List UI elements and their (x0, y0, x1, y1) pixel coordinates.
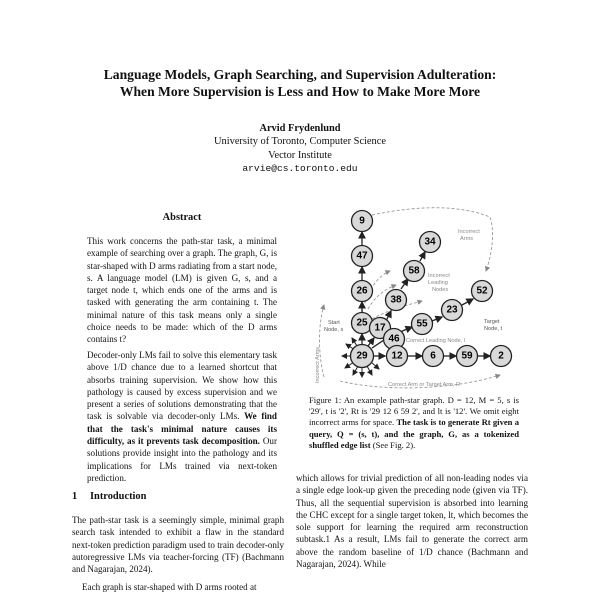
abstract-paragraph-2 (87, 349, 277, 484)
svg-text:59: 59 (461, 350, 473, 362)
abstract-paragraph-1 (87, 235, 277, 346)
svg-text:Arms: Arms (460, 236, 474, 242)
node-26 (352, 281, 373, 302)
abstract-p2-a: Decoder-only LMs fail to solve this elementary task above 1/D chance due to a learned shortcut that absorbs training supervision. We show how this pathology is caused by excess supervision and we present a series of solutions demonstrating that the task is solvable via decoder-only LMs. (87, 350, 277, 422)
node-6 (423, 346, 444, 367)
abstract-heading: Abstract (162, 212, 202, 223)
svg-text:Node, t: Node, t (484, 326, 503, 332)
node-47 (352, 246, 373, 267)
svg-text:Incorrect: Incorrect (428, 273, 450, 279)
abstract-p2-c: Our solutions provide insight into the pathology and its implications for LMs trained via next-token prediction. (87, 436, 278, 483)
author-name: Arvid Frydenlund (259, 123, 341, 134)
node-9 (352, 211, 373, 232)
intro-paragraph-2: Each graph is star-shaped with D arms rooted at (82, 582, 257, 592)
node-29 (351, 345, 374, 368)
svg-text:Start: Start (328, 320, 340, 326)
svg-text:26: 26 (356, 285, 368, 297)
node-34 (420, 232, 441, 253)
paper-title (0, 66, 600, 100)
svg-text:55: 55 (416, 318, 428, 330)
caption-text-a: Figure 1: An example path-star graph. D = 12, M = 5, s is '29', t is '2', Rt is '29 12 6 59 2', and lt is '12'. We omit eight incorrect arms for space. (309, 395, 519, 428)
svg-text:9: 9 (359, 215, 365, 227)
svg-text:34: 34 (424, 236, 436, 248)
node-58 (404, 261, 425, 282)
svg-text:17: 17 (374, 322, 386, 334)
node-2 (491, 346, 512, 367)
svg-text:29: 29 (356, 350, 368, 362)
svg-text:58: 58 (408, 265, 420, 277)
intro-heading (72, 491, 146, 502)
title-line-1: Language Models, Graph Searching, and Supervision Adulteration: (103, 67, 497, 82)
correct-arm-label: Correct Arm or Target Arm, R (388, 382, 461, 388)
node-23 (442, 300, 463, 321)
svg-text:47: 47 (356, 250, 368, 262)
node-52 (472, 281, 493, 302)
right-column-body: which allows for trivial prediction of all non-leading nodes via a single edge look-up given the preceding node (given via TF). Thus, all the sequential supervision is absorbed into learning the CHC except for a single target token, lt, which becomes the sole support for learning the required arm reconstruction subtask.1 As a result, LMs fail to generate the correct arm above the random baseline of 1/D chance (Bachmann and Nagarajan, 2024). While (296, 473, 528, 570)
svg-text:Incorrect: Incorrect (458, 229, 480, 235)
svg-text:Leading: Leading (428, 280, 448, 286)
start-node-label (324, 320, 343, 333)
author-affiliation-2: Vector Institute (268, 149, 332, 161)
node-38 (386, 290, 407, 311)
intro-number: 1 (72, 491, 78, 502)
svg-text:12: 12 (391, 350, 403, 362)
abstract-p2-bold: We find that the task's minimal nature causes its difficulty, as it prevents task decomposition. (87, 411, 277, 447)
node-59 (457, 346, 478, 367)
svg-text:Nodes: Nodes (432, 287, 449, 293)
figure-caption (309, 395, 519, 451)
svg-text:46: 46 (388, 333, 400, 345)
intro-title: Introduction (90, 491, 147, 502)
svg-text:6: 6 (430, 350, 436, 362)
incorrect-leading-label (428, 273, 450, 293)
svg-text:Target: Target (484, 319, 500, 325)
author-block (0, 122, 600, 176)
author-affiliation-1: University of Toronto, Computer Science (214, 136, 386, 148)
correct-leading-label: Correct Leading Node, l (406, 338, 466, 344)
caption-text-bold: The task is to generate Rt given a query, Q = (s, t), and the graph, G, as a tokenized shuffled edge list (309, 417, 519, 450)
node-12 (387, 346, 408, 367)
abstract-p1-text: This work concerns the path-star task, a minimal example of searching over a graph. The graph, G, is star-shaped with D arms radiating from a start node, s. A language model (LM) is given G, s, and a target node t, which ends one of the arms and is tasked with generating the arm containing t. The minimal nature of this task means only a single choice needs to be made: which of the D arms contains t? (87, 236, 277, 345)
node-55 (412, 314, 433, 335)
path-star-figure (310, 205, 530, 390)
intro-paragraph-1: The path-star task is a seemingly simple, minimal graph search task intended to exhibit a flaw in the standard next-token prediction paradigm used to train decoder-only autoregressive LMs via teacher-forcing (TF) (Bachmann and Nagarajan, 2024). (72, 515, 284, 575)
author-email[interactable]: arvie@cs.toronto.edu (242, 163, 358, 175)
incorrect-arms-side-label: Incorrect Arms (315, 346, 321, 383)
svg-text:52: 52 (476, 285, 488, 297)
incorrect-arms-label (458, 229, 480, 242)
target-node-label (484, 319, 502, 332)
svg-text:25: 25 (356, 317, 368, 329)
title-line-2: When More Supervision is Less and How to Make More More (119, 84, 481, 99)
caption-text-c: (See Fig. 2). (370, 439, 416, 450)
abstract-p2-text (87, 349, 277, 484)
svg-text:2: 2 (498, 350, 504, 362)
svg-text:23: 23 (446, 304, 458, 316)
svg-text:Node, s: Node, s (324, 327, 344, 333)
svg-text:38: 38 (390, 294, 402, 306)
